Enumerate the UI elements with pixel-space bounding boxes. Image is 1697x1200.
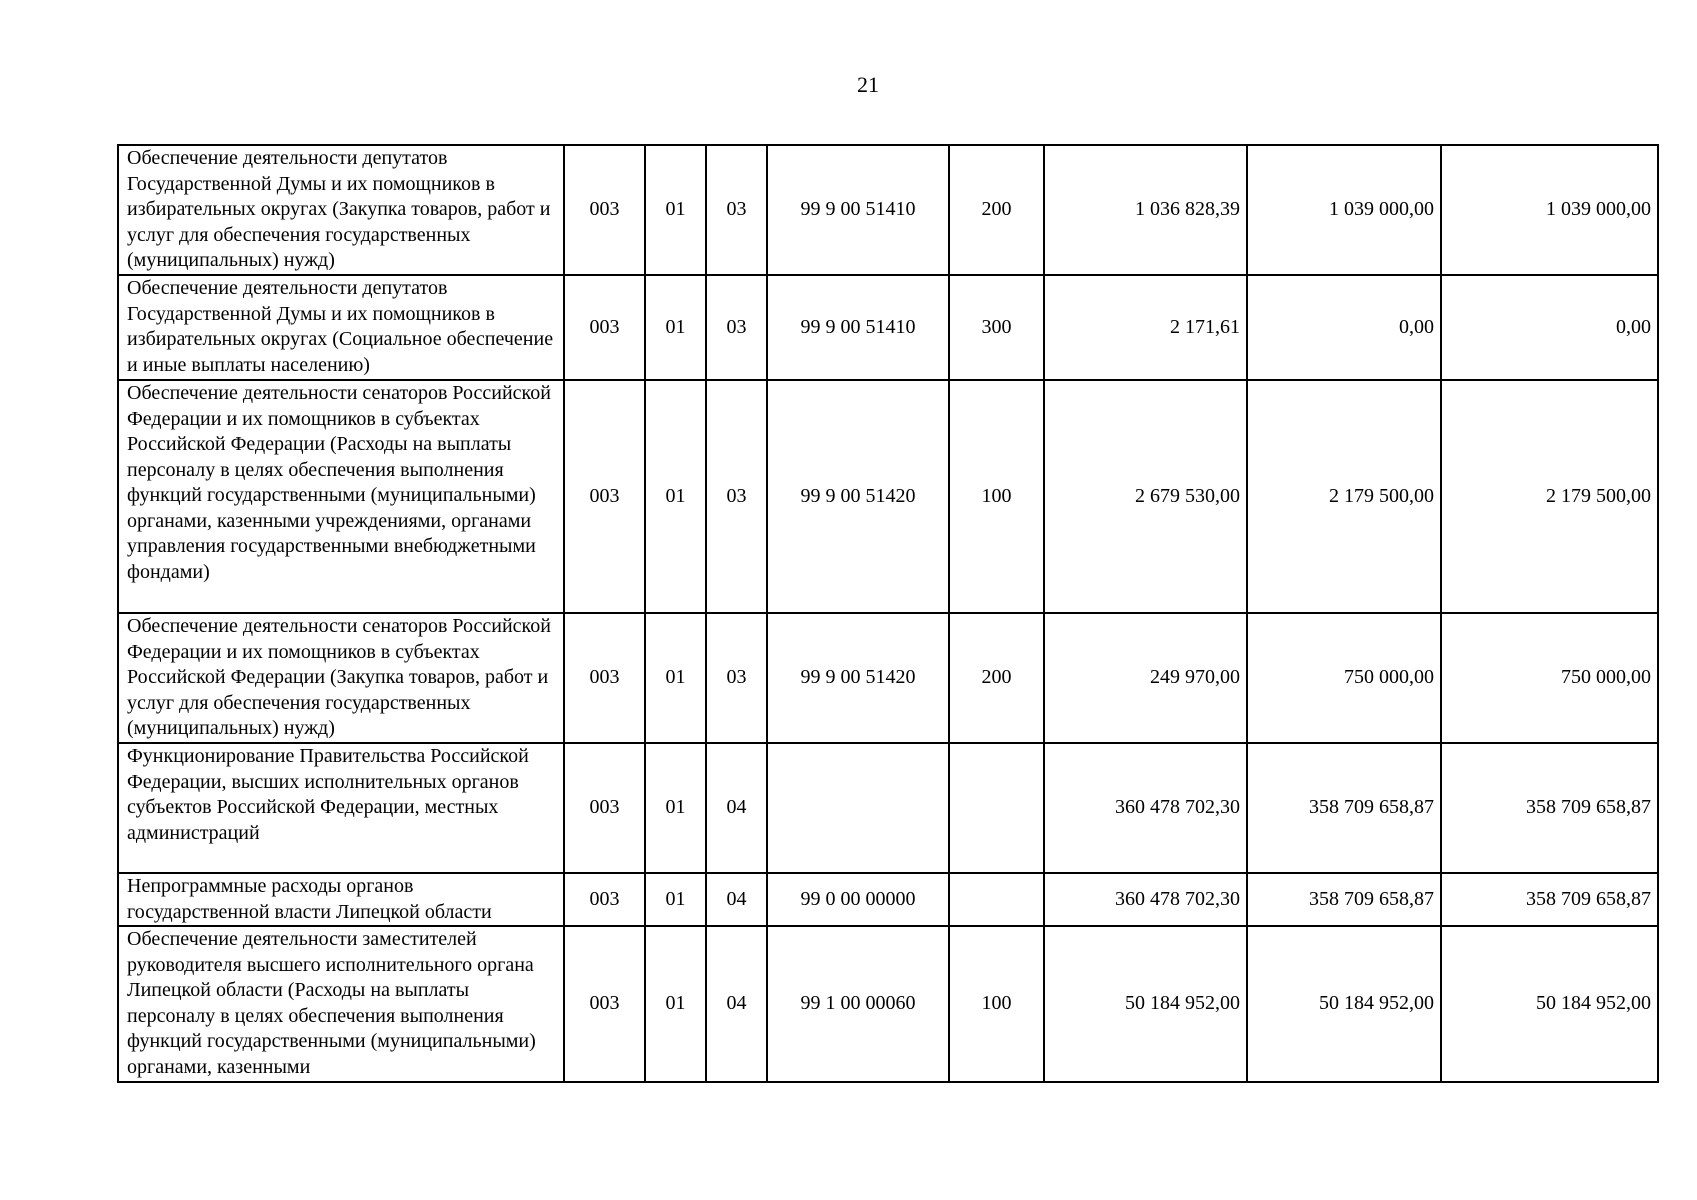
expense-name: Функционирование Правительства Российской Федерации, высших исполнительных органов субъектов Российской Федерации, местных администраций — [118, 743, 564, 873]
target-article-code: 99 9 00 51420 — [767, 613, 949, 743]
table-row — [118, 613, 1658, 743]
table-row — [118, 145, 1658, 275]
subsection-code: 03 — [706, 145, 767, 275]
section-code: 01 — [645, 380, 706, 613]
table-row — [118, 873, 1658, 926]
amount-3: 358 709 658,87 — [1441, 743, 1658, 873]
amount-3: 1 039 000,00 — [1441, 145, 1658, 275]
expense-name: Обеспечение деятельности сенаторов Российской Федерации и их помощников в субъектах Российской Федерации (Закупка товаров, работ и услуг для обеспечения государственных (муниципальных) нужд) — [118, 613, 564, 743]
expense-type-code — [949, 743, 1044, 873]
target-article-code — [767, 743, 949, 873]
budget-table — [117, 144, 1659, 1083]
dept-code: 003 — [564, 380, 645, 613]
target-article-code: 99 1 00 00060 — [767, 926, 949, 1082]
dept-code: 003 — [564, 275, 645, 380]
section-code: 01 — [645, 926, 706, 1082]
subsection-code: 04 — [706, 926, 767, 1082]
target-article-code: 99 9 00 51410 — [767, 275, 949, 380]
amount-2: 358 709 658,87 — [1247, 743, 1441, 873]
amount-1: 360 478 702,30 — [1044, 873, 1247, 926]
amount-1: 50 184 952,00 — [1044, 926, 1247, 1082]
table-row — [118, 743, 1658, 873]
subsection-code: 03 — [706, 380, 767, 613]
subsection-code: 03 — [706, 613, 767, 743]
expense-type-code — [949, 873, 1044, 926]
amount-1: 2 171,61 — [1044, 275, 1247, 380]
amount-2: 358 709 658,87 — [1247, 873, 1441, 926]
amount-3: 2 179 500,00 — [1441, 380, 1658, 613]
expense-type-code: 100 — [949, 926, 1044, 1082]
subsection-code: 04 — [706, 873, 767, 926]
amount-2: 2 179 500,00 — [1247, 380, 1441, 613]
target-article-code: 99 9 00 51420 — [767, 380, 949, 613]
amount-3: 50 184 952,00 — [1441, 926, 1658, 1082]
target-article-code: 99 9 00 51410 — [767, 145, 949, 275]
page-number: 21 — [857, 72, 879, 97]
amount-2: 750 000,00 — [1247, 613, 1441, 743]
expense-name: Непрограммные расходы органов государственной власти Липецкой области — [118, 873, 564, 926]
expense-name: Обеспечение деятельности заместителей руководителя высшего исполнительного органа Липецкой области (Расходы на выплаты персоналу в целях обеспечения выполнения функций государственными (муниципальными) органами, казенными — [118, 926, 564, 1082]
expense-name: Обеспечение деятельности депутатов Государственной Думы и их помощников в избирательных округах (Закупка товаров, работ и услуг для обеспечения государственных (муниципальных) нужд) — [118, 145, 564, 275]
expense-type-code: 300 — [949, 275, 1044, 380]
amount-1: 249 970,00 — [1044, 613, 1247, 743]
dept-code: 003 — [564, 613, 645, 743]
amount-1: 1 036 828,39 — [1044, 145, 1247, 275]
subsection-code: 04 — [706, 743, 767, 873]
expense-name: Обеспечение деятельности депутатов Государственной Думы и их помощников в избирательных округах (Социальное обеспечение и иные выплаты населению) — [118, 275, 564, 380]
amount-1: 2 679 530,00 — [1044, 380, 1247, 613]
section-code: 01 — [645, 145, 706, 275]
amount-2: 1 039 000,00 — [1247, 145, 1441, 275]
subsection-code: 03 — [706, 275, 767, 380]
expense-type-code: 200 — [949, 613, 1044, 743]
amount-3: 0,00 — [1441, 275, 1658, 380]
section-code: 01 — [645, 275, 706, 380]
expense-name: Обеспечение деятельности сенаторов Российской Федерации и их помощников в субъектах Российской Федерации (Расходы на выплаты персоналу в целях обеспечения выполнения функций государственными (муниципальными) органами, казенными учреждениями, органами управления государственными внебюджетными фондами) — [118, 380, 564, 613]
amount-3: 750 000,00 — [1441, 613, 1658, 743]
table-row — [118, 275, 1658, 380]
target-article-code: 99 0 00 00000 — [767, 873, 949, 926]
dept-code: 003 — [564, 926, 645, 1082]
table-row — [118, 926, 1658, 1082]
amount-3: 358 709 658,87 — [1441, 873, 1658, 926]
dept-code: 003 — [564, 873, 645, 926]
expense-type-code: 100 — [949, 380, 1044, 613]
section-code: 01 — [645, 613, 706, 743]
amount-2: 0,00 — [1247, 275, 1441, 380]
expense-type-code: 200 — [949, 145, 1044, 275]
table-row — [118, 380, 1658, 613]
section-code: 01 — [645, 873, 706, 926]
dept-code: 003 — [564, 145, 645, 275]
amount-1: 360 478 702,30 — [1044, 743, 1247, 873]
amount-2: 50 184 952,00 — [1247, 926, 1441, 1082]
section-code: 01 — [645, 743, 706, 873]
dept-code: 003 — [564, 743, 645, 873]
